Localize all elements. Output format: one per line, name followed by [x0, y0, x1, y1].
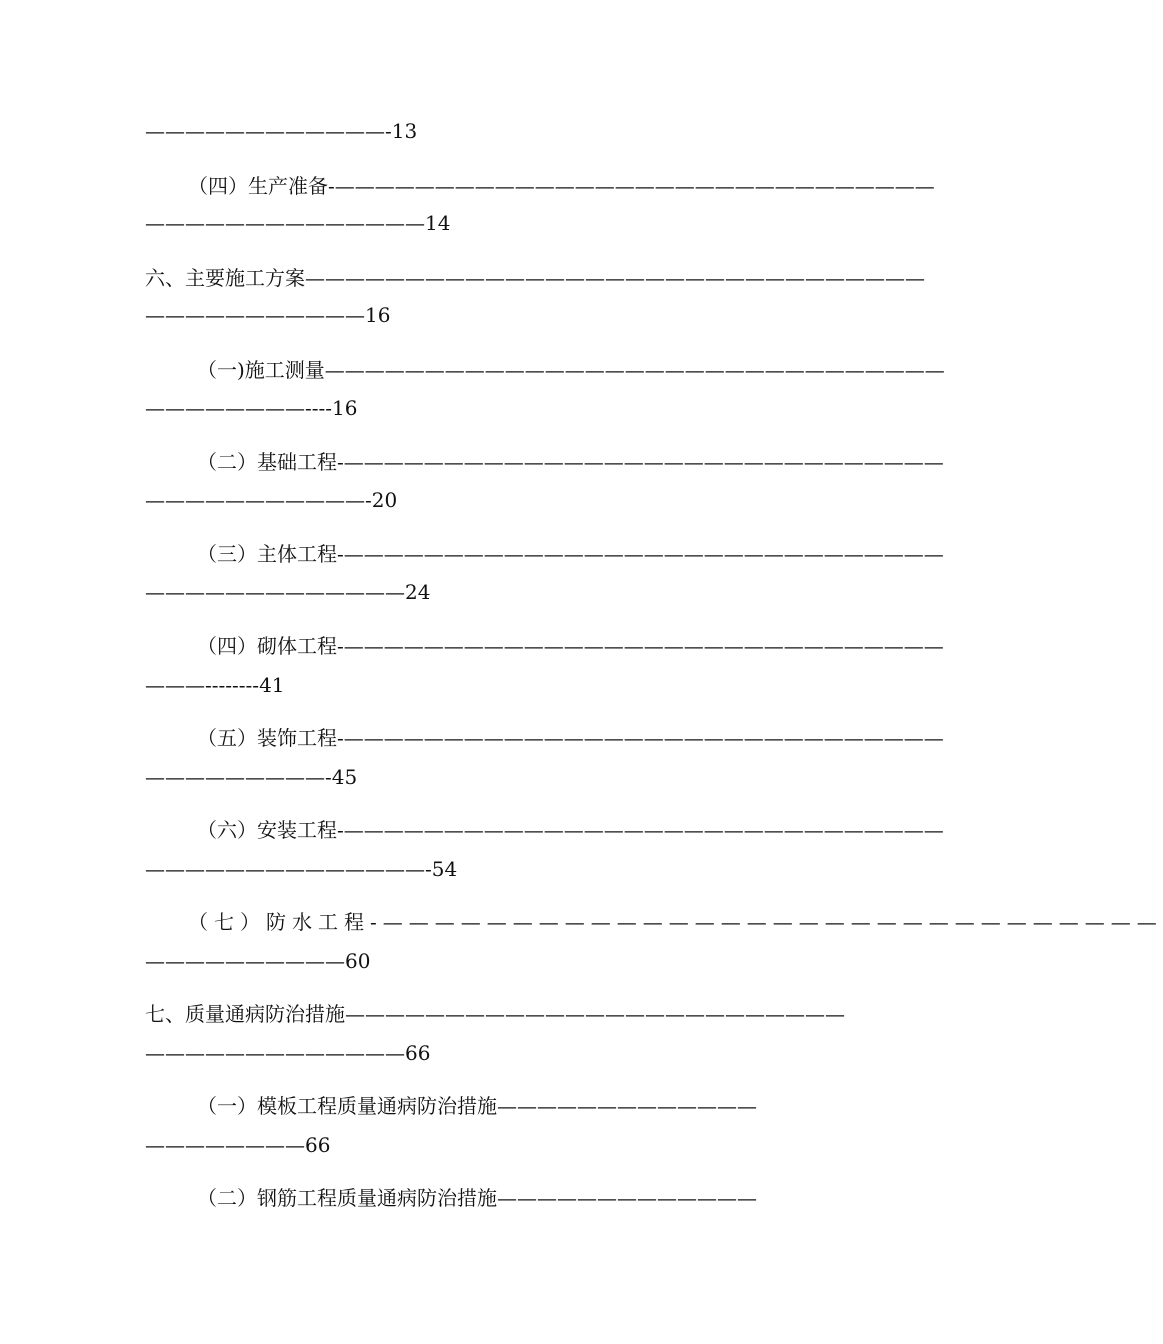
toc-line: ———--------41: [145, 673, 285, 697]
toc-line: （一）模板工程质量通病防治措施—————————————: [197, 1094, 757, 1118]
toc-line: 七、质量通病防治措施—————————————————————————: [145, 1002, 845, 1026]
toc-line: ———————————16: [145, 303, 391, 327]
toc-line: （六）安装工程-——————————————————————————————: [197, 818, 944, 842]
toc-line: 六、主要施工方案———————————————————————————————: [145, 266, 925, 290]
toc-line: （二）钢筋工程质量通病防治措施—————————————: [197, 1186, 757, 1210]
toc-line: —————————————66: [145, 1041, 431, 1065]
toc-line: ————————----16: [145, 396, 358, 420]
toc-line: —————————————24: [145, 580, 431, 604]
toc-line: （四）砌体工程-——————————————————————————————: [197, 634, 944, 658]
toc-line: （五）装饰工程-——————————————————————————————: [197, 726, 944, 750]
toc-line: —————————-45: [145, 765, 358, 789]
toc-line: ——————————————-54: [145, 857, 458, 881]
toc-line: （三）主体工程-——————————————————————————————: [197, 542, 944, 566]
toc-line: ————————66: [145, 1133, 331, 1157]
toc-line: （一)施工测量———————————————————————————————: [197, 358, 945, 382]
toc-line: ——————————————14: [145, 211, 451, 235]
toc-line: （七）防水工程-——————————————————————————————: [188, 910, 1163, 934]
toc-line: ———————————-20: [145, 488, 398, 512]
toc-line: （四）生产准备-——————————————————————————————: [188, 174, 935, 198]
toc-line: （二）基础工程-——————————————————————————————: [197, 450, 944, 474]
toc-line: ————————————-13: [145, 119, 418, 143]
toc-line: ——————————60: [145, 949, 371, 973]
